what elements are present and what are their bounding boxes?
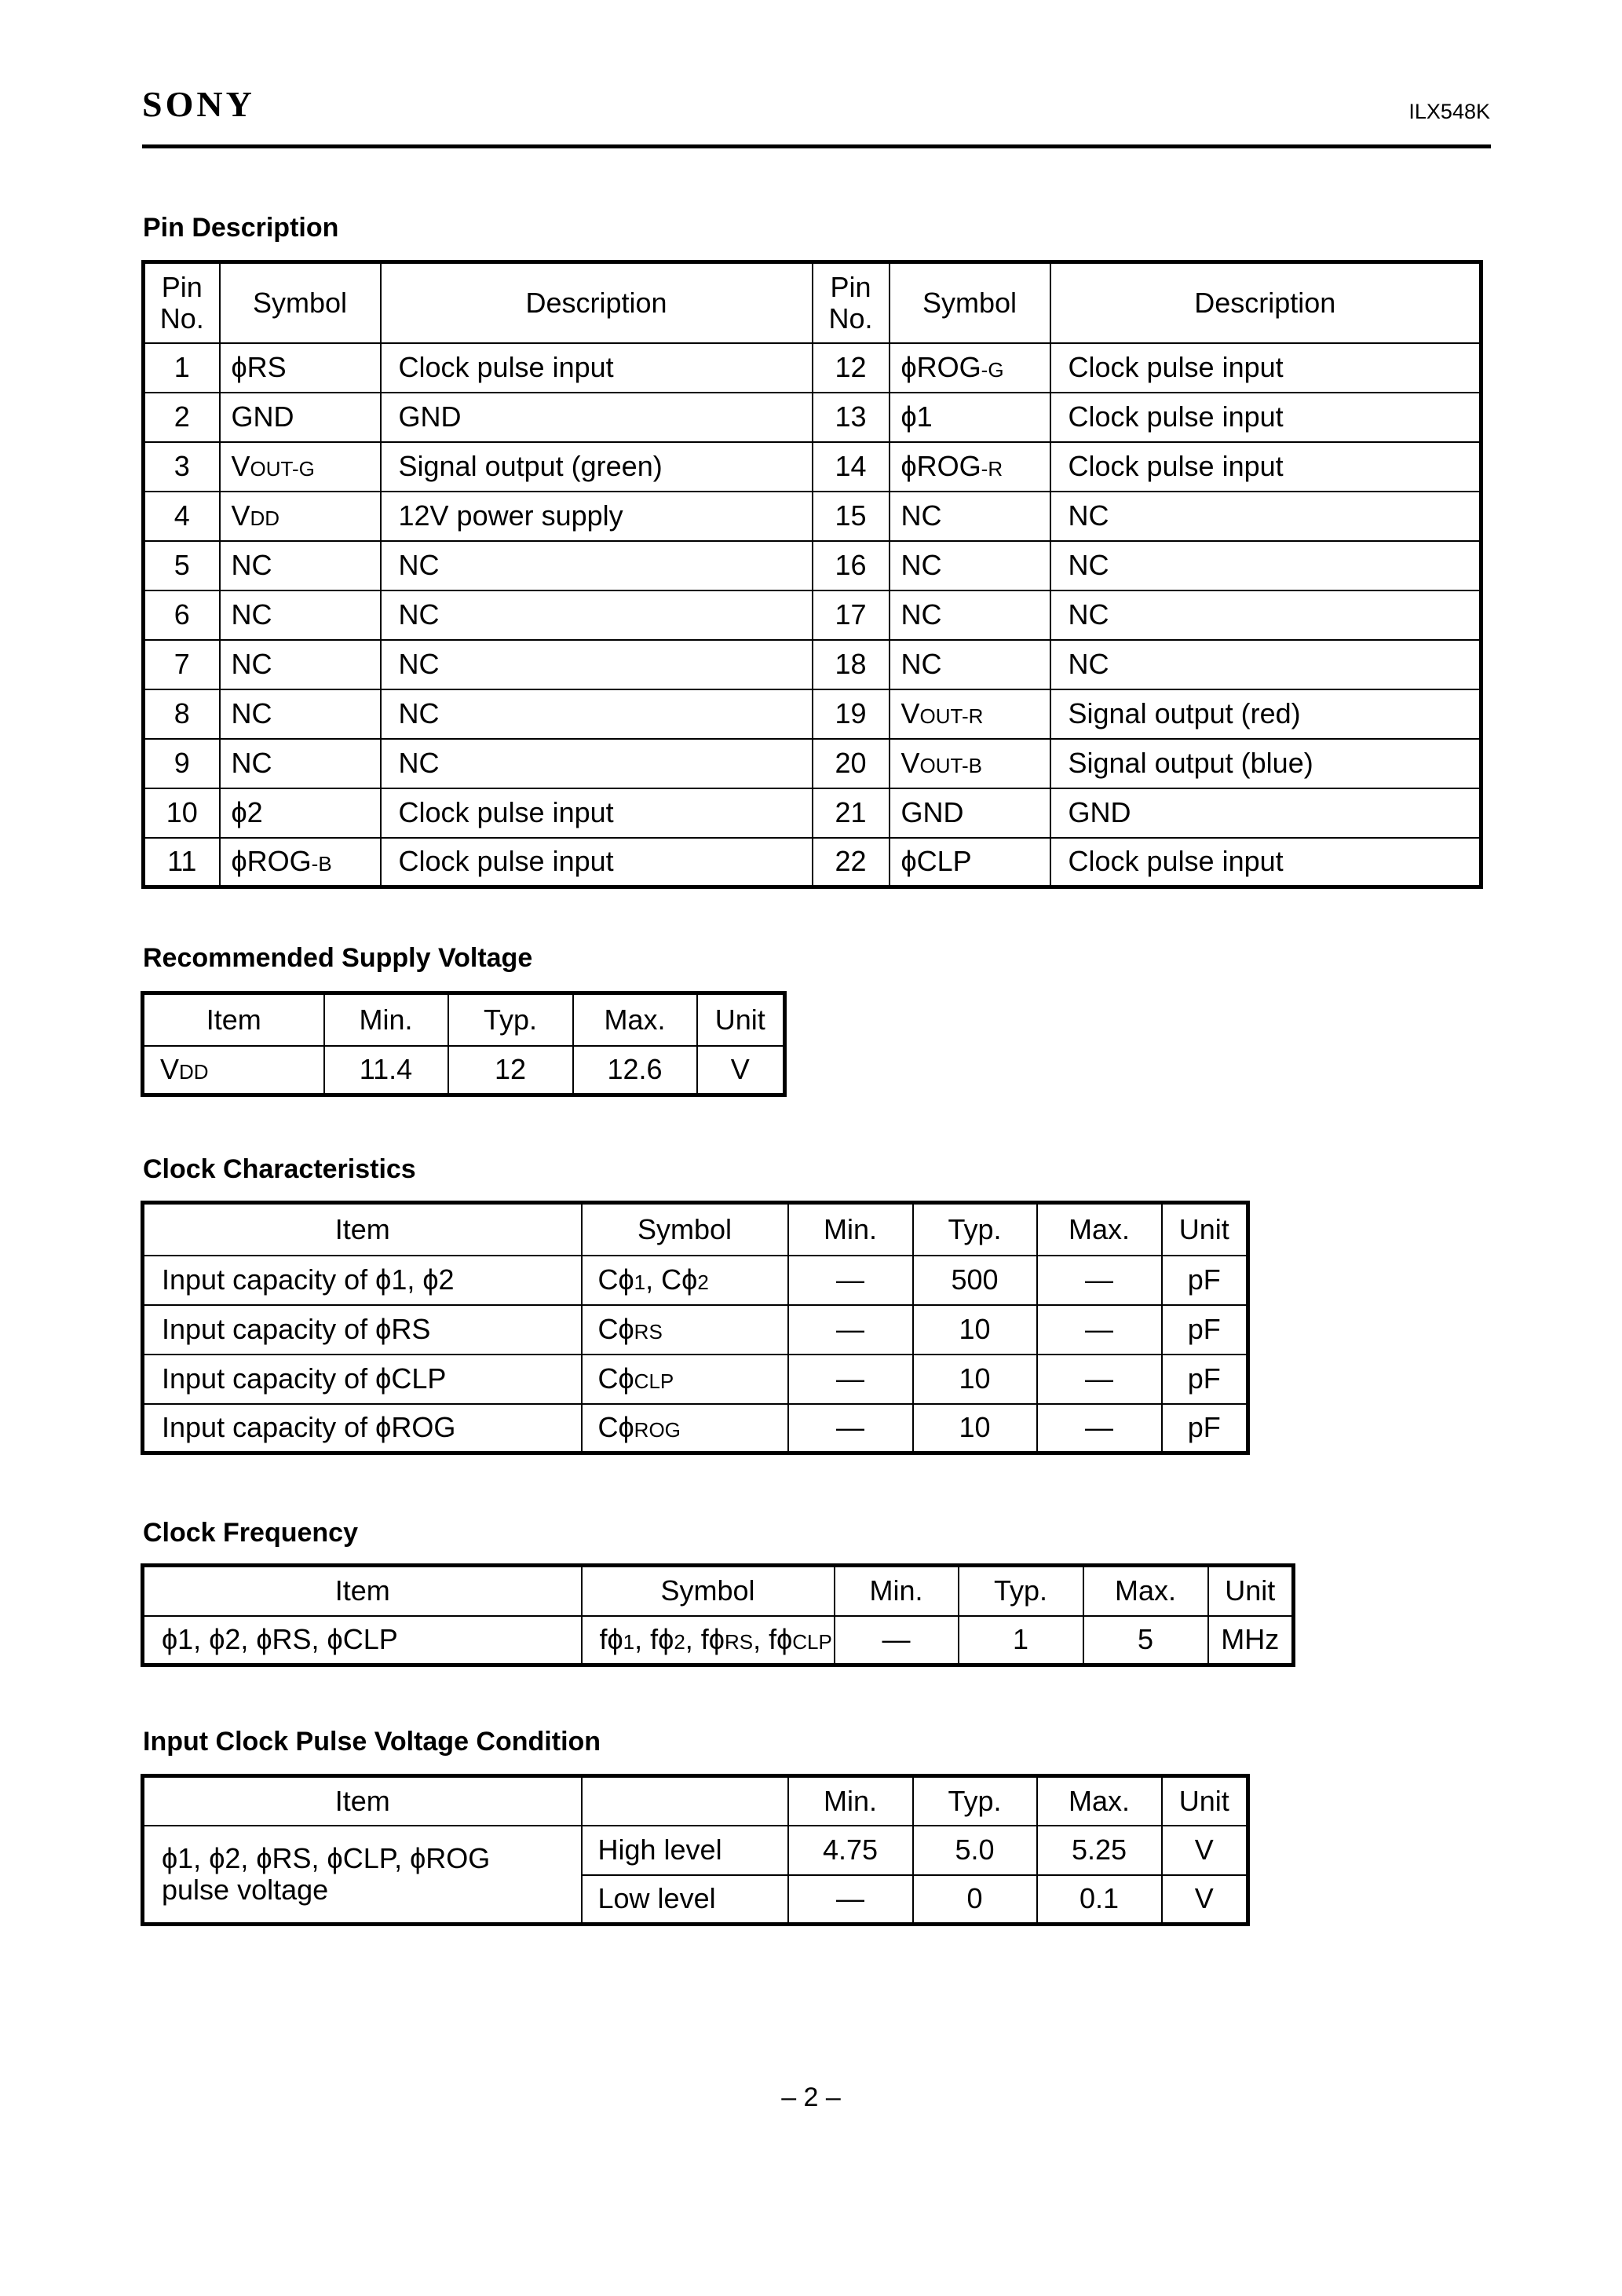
typ-header: Typ. xyxy=(913,1776,1037,1826)
symbol-cell: NC xyxy=(220,739,381,788)
symbol-cell: fϕ1, fϕ2, fϕRS, fϕCLP xyxy=(582,1616,835,1665)
description-cell: NC xyxy=(381,689,813,739)
symbol-header: Symbol xyxy=(582,1203,788,1256)
pin-number-cell: 17 xyxy=(813,590,890,640)
table-row xyxy=(144,788,1481,838)
symbol-header: Symbol xyxy=(890,262,1050,343)
clock-freq-header-row xyxy=(143,1566,1294,1616)
pin-no-header: Pin No. xyxy=(813,262,890,343)
symbol-cell: Cϕ1, Cϕ2 xyxy=(582,1256,788,1305)
table-row xyxy=(143,1305,1248,1355)
symbol-cell: NC xyxy=(890,640,1050,689)
item-cell: VDD xyxy=(143,1046,324,1095)
table-row xyxy=(144,838,1481,887)
unit-cell: V xyxy=(1162,1826,1248,1875)
description-cell: NC xyxy=(381,739,813,788)
max-cell: 0.1 xyxy=(1037,1875,1162,1925)
item-cell: Input capacity of ϕ1, ϕ2 xyxy=(143,1256,582,1305)
pin-number-cell: 22 xyxy=(813,838,890,887)
table-row xyxy=(144,640,1481,689)
typ-header: Typ. xyxy=(448,993,573,1046)
table-row xyxy=(144,442,1481,492)
symbol-cell: NC xyxy=(890,590,1050,640)
supply-header-row xyxy=(143,993,785,1046)
table-row xyxy=(144,343,1481,393)
unit-header: Unit xyxy=(1208,1566,1294,1616)
symbol-cell: NC xyxy=(220,689,381,739)
pin-number-cell: 1 xyxy=(144,343,220,393)
min-header: Min. xyxy=(788,1203,913,1256)
pin-number-cell: 4 xyxy=(144,492,220,541)
max-cell: 12.6 xyxy=(573,1046,697,1095)
clock-characteristics-title: Clock Characteristics xyxy=(143,1154,416,1184)
description-cell: GND xyxy=(381,393,813,442)
unit-header: Unit xyxy=(1162,1203,1248,1256)
pulse-header-row xyxy=(143,1776,1248,1826)
description-header: Description xyxy=(1050,262,1481,343)
max-cell: 5 xyxy=(1083,1616,1208,1665)
min-header: Min. xyxy=(788,1776,913,1826)
unit-header: Unit xyxy=(1162,1776,1248,1826)
pin-description-table xyxy=(141,260,1483,889)
pin-number-cell: 2 xyxy=(144,393,220,442)
pin-number-cell: 11 xyxy=(144,838,220,887)
symbol-cell: GND xyxy=(890,788,1050,838)
unit-cell: V xyxy=(1162,1875,1248,1925)
symbol-cell: CϕROG xyxy=(582,1404,788,1453)
table-row xyxy=(143,1826,1248,1875)
symbol-cell: CϕRS xyxy=(582,1305,788,1355)
unit-cell: pF xyxy=(1162,1404,1248,1453)
table-row xyxy=(144,393,1481,442)
min-cell: — xyxy=(788,1256,913,1305)
typ-cell: 10 xyxy=(913,1404,1037,1453)
min-cell: — xyxy=(835,1616,959,1665)
description-cell: Clock pulse input xyxy=(381,343,813,393)
item-cell: ϕ1, ϕ2, ϕRS, ϕCLP, ϕROG pulse voltage xyxy=(143,1826,582,1925)
description-cell: Signal output (blue) xyxy=(1050,739,1481,788)
pin-number-cell: 20 xyxy=(813,739,890,788)
pin-number-cell: 8 xyxy=(144,689,220,739)
table-row xyxy=(144,739,1481,788)
clock-frequency-title: Clock Frequency xyxy=(143,1518,358,1548)
symbol-cell: NC xyxy=(890,492,1050,541)
clock-characteristics-table xyxy=(141,1201,1250,1455)
clock-char-body xyxy=(143,1256,1248,1453)
description-cell: Clock pulse input xyxy=(1050,838,1481,887)
pin-number-cell: 6 xyxy=(144,590,220,640)
symbol-cell: NC xyxy=(890,541,1050,590)
item-header: Item xyxy=(143,1566,582,1616)
symbol-header: Symbol xyxy=(582,1566,835,1616)
description-cell: NC xyxy=(381,640,813,689)
pin-number-cell: 15 xyxy=(813,492,890,541)
unit-cell: MHz xyxy=(1208,1616,1294,1665)
min-header: Min. xyxy=(324,993,448,1046)
item-cell: ϕ1, ϕ2, ϕRS, ϕCLP xyxy=(143,1616,582,1665)
symbol-cell: VOUT-G xyxy=(220,442,381,492)
sony-logo: SONY xyxy=(142,84,255,124)
clock-frequency-table xyxy=(141,1563,1295,1667)
description-cell: NC xyxy=(381,590,813,640)
pin-description-title: Pin Description xyxy=(143,213,339,243)
table-row xyxy=(144,541,1481,590)
symbol-cell: NC xyxy=(220,590,381,640)
description-cell: Clock pulse input xyxy=(1050,393,1481,442)
symbol-cell: VOUT-R xyxy=(890,689,1050,739)
max-cell: 5.25 xyxy=(1037,1826,1162,1875)
table-row xyxy=(143,1404,1248,1453)
item-cell: Input capacity of ϕCLP xyxy=(143,1355,582,1404)
typ-cell: 10 xyxy=(913,1305,1037,1355)
max-header: Max. xyxy=(573,993,697,1046)
unit-header: Unit xyxy=(697,993,785,1046)
pin-number-cell: 7 xyxy=(144,640,220,689)
description-cell: Clock pulse input xyxy=(1050,442,1481,492)
pin-number-cell: 19 xyxy=(813,689,890,739)
description-cell: 12V power supply xyxy=(381,492,813,541)
unit-cell: pF xyxy=(1162,1355,1248,1404)
max-cell: — xyxy=(1037,1355,1162,1404)
pin-number-cell: 14 xyxy=(813,442,890,492)
description-cell: Clock pulse input xyxy=(1050,343,1481,393)
item-cell: Input capacity of ϕRS xyxy=(143,1305,582,1355)
unit-cell: pF xyxy=(1162,1256,1248,1305)
item-header: Item xyxy=(143,993,324,1046)
pin-number-cell: 3 xyxy=(144,442,220,492)
typ-cell: 0 xyxy=(913,1875,1037,1925)
supply-voltage-table xyxy=(141,991,787,1097)
description-cell: Signal output (green) xyxy=(381,442,813,492)
max-header: Max. xyxy=(1037,1776,1162,1826)
table-row xyxy=(143,1046,785,1095)
level-header xyxy=(582,1776,788,1826)
pin-number-cell: 16 xyxy=(813,541,890,590)
symbol-cell: ϕCLP xyxy=(890,838,1050,887)
symbol-cell: NC xyxy=(220,541,381,590)
supply-voltage-title: Recommended Supply Voltage xyxy=(143,943,533,973)
pin-number-cell: 5 xyxy=(144,541,220,590)
description-cell: NC xyxy=(1050,640,1481,689)
min-cell: 11.4 xyxy=(324,1046,448,1095)
level-cell: Low level xyxy=(582,1875,788,1925)
max-cell: — xyxy=(1037,1305,1162,1355)
description-cell: Clock pulse input xyxy=(381,838,813,887)
clock-char-header-row xyxy=(143,1203,1248,1256)
unit-cell: V xyxy=(697,1046,785,1095)
symbol-cell: ϕROG-B xyxy=(220,838,381,887)
symbol-header: Symbol xyxy=(220,262,381,343)
header-divider xyxy=(142,144,1491,148)
pin-number-cell: 9 xyxy=(144,739,220,788)
pin-number-cell: 10 xyxy=(144,788,220,838)
item-cell: Input capacity of ϕROG xyxy=(143,1404,582,1453)
min-cell: — xyxy=(788,1355,913,1404)
max-cell: — xyxy=(1037,1256,1162,1305)
typ-cell: 500 xyxy=(913,1256,1037,1305)
symbol-cell: VOUT-B xyxy=(890,739,1050,788)
item-header: Item xyxy=(143,1776,582,1826)
symbol-cell: ϕROG-R xyxy=(890,442,1050,492)
pin-number-cell: 12 xyxy=(813,343,890,393)
max-header: Max. xyxy=(1083,1566,1208,1616)
pin-table-body xyxy=(144,343,1481,887)
min-cell: — xyxy=(788,1875,913,1925)
typ-cell: 5.0 xyxy=(913,1826,1037,1875)
table-row xyxy=(143,1355,1248,1404)
pin-table-header-row xyxy=(144,262,1481,343)
unit-cell: pF xyxy=(1162,1305,1248,1355)
pin-number-cell: 18 xyxy=(813,640,890,689)
page-number: – 2 – xyxy=(781,2082,841,2112)
level-cell: High level xyxy=(582,1826,788,1875)
table-row xyxy=(144,590,1481,640)
typ-header: Typ. xyxy=(959,1566,1083,1616)
typ-cell: 1 xyxy=(959,1616,1083,1665)
pulse-voltage-title: Input Clock Pulse Voltage Condition xyxy=(143,1727,601,1757)
max-cell: — xyxy=(1037,1404,1162,1453)
pulse-voltage-table xyxy=(141,1774,1250,1926)
pin-number-cell: 21 xyxy=(813,788,890,838)
table-row xyxy=(143,1616,1294,1665)
min-cell: 4.75 xyxy=(788,1826,913,1875)
table-row xyxy=(144,492,1481,541)
description-cell: Signal output (red) xyxy=(1050,689,1481,739)
symbol-cell: ϕRS xyxy=(220,343,381,393)
symbol-cell: ϕ2 xyxy=(220,788,381,838)
item-header: Item xyxy=(143,1203,582,1256)
symbol-cell: ϕROG-G xyxy=(890,343,1050,393)
part-number: ILX548K xyxy=(1408,100,1490,123)
symbol-cell: NC xyxy=(220,640,381,689)
description-cell: NC xyxy=(381,541,813,590)
symbol-cell: VDD xyxy=(220,492,381,541)
pin-no-header: Pin No. xyxy=(144,262,220,343)
description-cell: NC xyxy=(1050,590,1481,640)
description-cell: Clock pulse input xyxy=(381,788,813,838)
table-row xyxy=(144,689,1481,739)
table-row xyxy=(143,1256,1248,1305)
description-cell: NC xyxy=(1050,492,1481,541)
min-cell: — xyxy=(788,1305,913,1355)
typ-cell: 10 xyxy=(913,1355,1037,1404)
symbol-cell: ϕ1 xyxy=(890,393,1050,442)
typ-cell: 12 xyxy=(448,1046,573,1095)
symbol-cell: GND xyxy=(220,393,381,442)
description-header: Description xyxy=(381,262,813,343)
description-cell: NC xyxy=(1050,541,1481,590)
typ-header: Typ. xyxy=(913,1203,1037,1256)
description-cell: GND xyxy=(1050,788,1481,838)
min-header: Min. xyxy=(835,1566,959,1616)
symbol-cell: CϕCLP xyxy=(582,1355,788,1404)
pin-number-cell: 13 xyxy=(813,393,890,442)
max-header: Max. xyxy=(1037,1203,1162,1256)
min-cell: — xyxy=(788,1404,913,1453)
